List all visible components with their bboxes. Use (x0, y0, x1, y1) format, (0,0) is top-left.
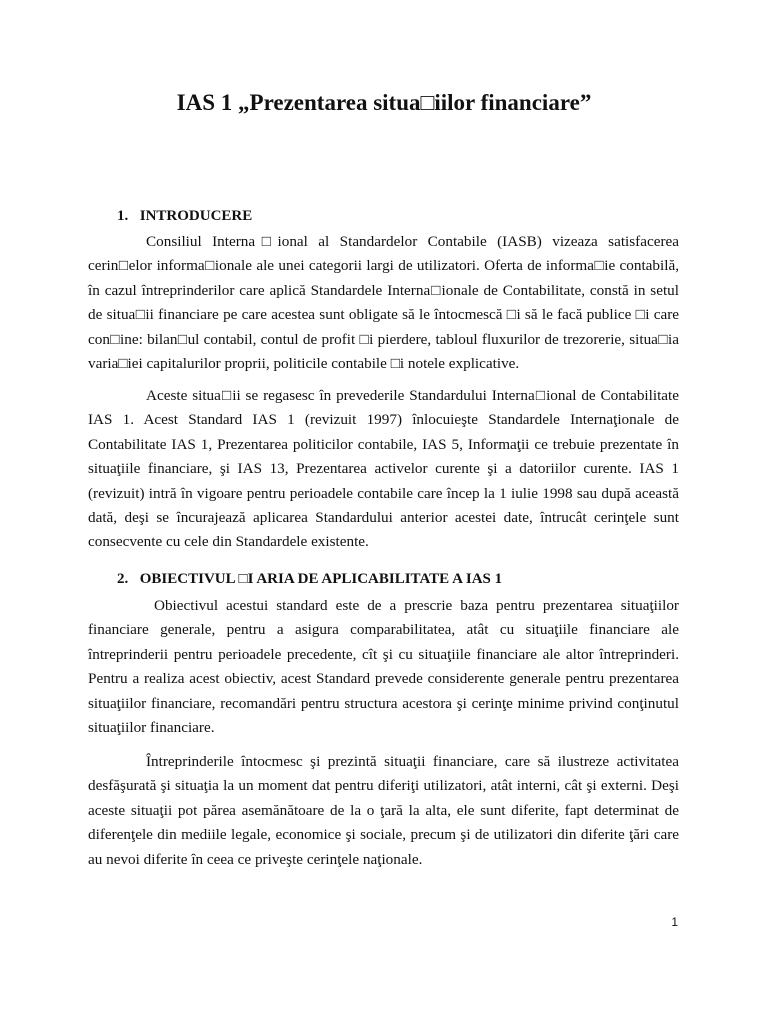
paragraph-text: Întreprinderile întocmesc şi prezintă situaţii financiare, care să ilustreze activitatea desfăşurată şi situaţia la un moment dat pentru diferiţi utilizatori, atât interni, cât şi externi. Deşi aceste situaţii pot părea asemănătoare de la o ţară la alta, ele sunt diferite, fapt determinat de diferenţele din mediile legale, economice şi sociale, precum şi de utilizatori din diferite ţări care au nevoi diferite în ceea ce priveşte cerinţele naţionale. (88, 753, 679, 868)
document-title: IAS 1 „Prezentarea situa□iilor financiare” (176, 90, 592, 115)
section-number: 1. (117, 208, 129, 224)
paragraph-obiectivul-2 (88, 750, 679, 872)
section-heading-obiectivul (117, 569, 502, 589)
section-title: INTRODUCERE (139, 208, 253, 224)
page-number: 1 (671, 915, 678, 929)
section-title: OBIECTIVUL □I ARIA DE APLICABILITATE A IAS 1 (139, 571, 503, 587)
section-heading-introducere (117, 206, 252, 226)
paragraph-obiectivul-1 (88, 594, 679, 740)
paragraph-introducere-1 (88, 230, 679, 376)
paragraph-text: Obiectivul acestui standard este de a prescrie baza pentru prezentarea situaţiilor financiare generale, pentru a asigura comparabilitatea, atât cu situaţiile financiare ale întreprinderii pentru perioadele precedente, cît şi cu situaţiile financiare ale altor întreprinderi. Pentru a realiza acest obiectiv, acest Standard prevede considerente generale pentru prezentarea situaţiilor financiare, recomandări pentru structura acestora şi cerinţe minime privind conţinutul situaţiilor financiare. (88, 597, 679, 737)
section-number: 2. (117, 571, 129, 587)
paragraph-introducere-2 (88, 384, 679, 555)
paragraph-text: Consiliul Interna□ional al Standardelor Contabile (IASB) vizeaza satisfacerea cerin□elor informa□ionale ale unei categorii largi de utilizatori. Oferta de informa□ie contabilă, în cazul întreprinderilor care aplică Standardele Interna□ionale de Contabilitate, constă in setul de situa□ii financiare pe care acestea sunt obligate să le întocmescă □i să le facă publice □i care con□ine: bilan□ul contabil, contul de profit □i pierdere, tabloul fluxurilor de trezorerie, situa□ia varia□iei capitalurilor proprii, politicile contabile □i notele explicative. (88, 233, 679, 373)
paragraph-text: Aceste situa□ii se regasesc în prevederile Standardului Interna□ional de Contabilitate IAS 1. Acest Standard IAS 1 (revizuit 1997) înlocuieşte Standardele Internaţionale de Contabilitate IAS 1, Prezentarea politicilor contabile, IAS 5, Informaţii ce trebuie prezentate în situaţiile financiare, şi IAS 13, Prezentarea activelor curente şi a datoriilor curente. IAS 1 (revizuit) intră în vigoare pentru perioadele contabile care încep la 1 iulie 1998 sau după această dată, deşi se încurajează aplicarea Standardului anterior acestei date, întrucât cerinţele sunt consecvente cu cele din Standardele existente. (88, 387, 679, 551)
